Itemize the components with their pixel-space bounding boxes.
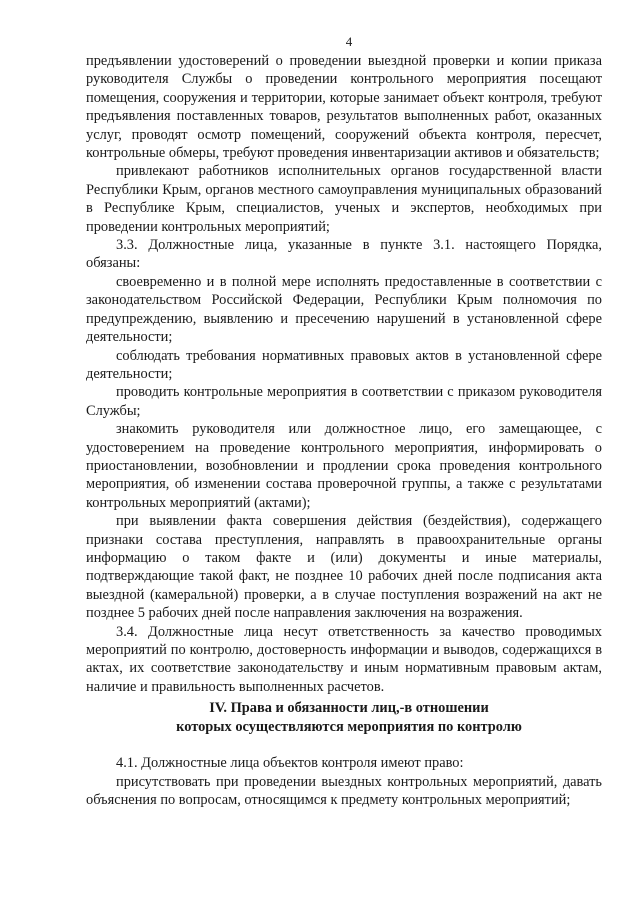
paragraph-3-4-responsibility: 3.4. Должностные лица несут ответственность за качество проводимых мероприятий по контролю, достоверность информации и выводов, содержащихся в актах, их соответствие законодательству и иным нормативным правовым актам, наличие и правильность выполненных расчетов. [86, 623, 602, 695]
paragraph-comply-requirements: соблюдать требования нормативных правовых актов в установленной сфере деятельности; [86, 347, 602, 382]
section-heading-iv [86, 699, 602, 737]
paragraph-engage-specialists: привлекают работников исполнительных органов государственной власти Республики Крым, органов местного самоуправления муниципальных образований в Республике Крым, специалистов, ученых и экспертов, необходимых при проведении контрольных мероприятий; [86, 163, 602, 235]
paragraph-conduct-per-order: проводить контрольные мероприятия в соответствии с приказом руководителя Службы; [86, 384, 602, 419]
section-spacer [86, 737, 602, 754]
paragraph-attend-inspections: присутствовать при проведении выездных контрольных мероприятий, давать объяснения по вопросам, относящимся к предмету контрольных мероприятий; [86, 773, 602, 809]
paragraph-crime-evidence: при выявлении факта совершения действия (бездействия), содержащего признаки состава преступления, направлять в правоохранительные органы информацию о таком факте и (или) документы и иные материалы, подтверждающие такой факт, не позднее 10 рабочих дней после подписания акта выездной (камеральной) проверки, а в случае поступления возражений на акт не позднее 5 рабочих дней после направления заключения на возражения. [86, 513, 602, 622]
page-number: 4 [345, 34, 353, 49]
paragraph-inspection-powers: предъявлении удостоверений о проведении выездной проверки и копии приказа руководителя Службы о проведении контрольного мероприятия посещают помещения, сооружения и территории, которые занимает объект контроля, требуют предъявления поставленных товаров, результатов выполненных работ, оказанных услуг, проводят осмотр помещений, сооружений объекта контроля, пересчет, контрольные обмеры, требуют проведения инвентаризации активов и обязательств; [86, 53, 602, 162]
paragraph-4-1-rights: 4.1. Должностные лица объектов контроля имеют право: [116, 755, 464, 772]
section-heading-line-1: IV. Права и обязанности лиц,-в отношении [209, 700, 489, 717]
section-heading-line-2: которых осуществляются мероприятия по контролю [176, 719, 522, 736]
paragraph-3-3-obligations: 3.3. Должностные лица, указанные в пункте 3.1. настоящего Порядка, обязаны: [86, 237, 602, 272]
paragraph-exercise-powers: своевременно и в полной мере исполнять предоставленные в соответствии с законодательством Российской Федерации, Республики Крым полномочия по предупреждению, выявлению и пресечению нарушений в установленной сфере деятельности; [86, 273, 602, 346]
paragraph-inform-head: знакомить руководителя или должностное лицо, его замещающее, с удостоверением на проведение контрольного мероприятия, информировать о приостановлении, возобновлении и продлении срока проведения контрольного мероприятия, об изменении состава проверочной группы, а также с результатами контрольных мероприятий (актами); [86, 421, 602, 511]
